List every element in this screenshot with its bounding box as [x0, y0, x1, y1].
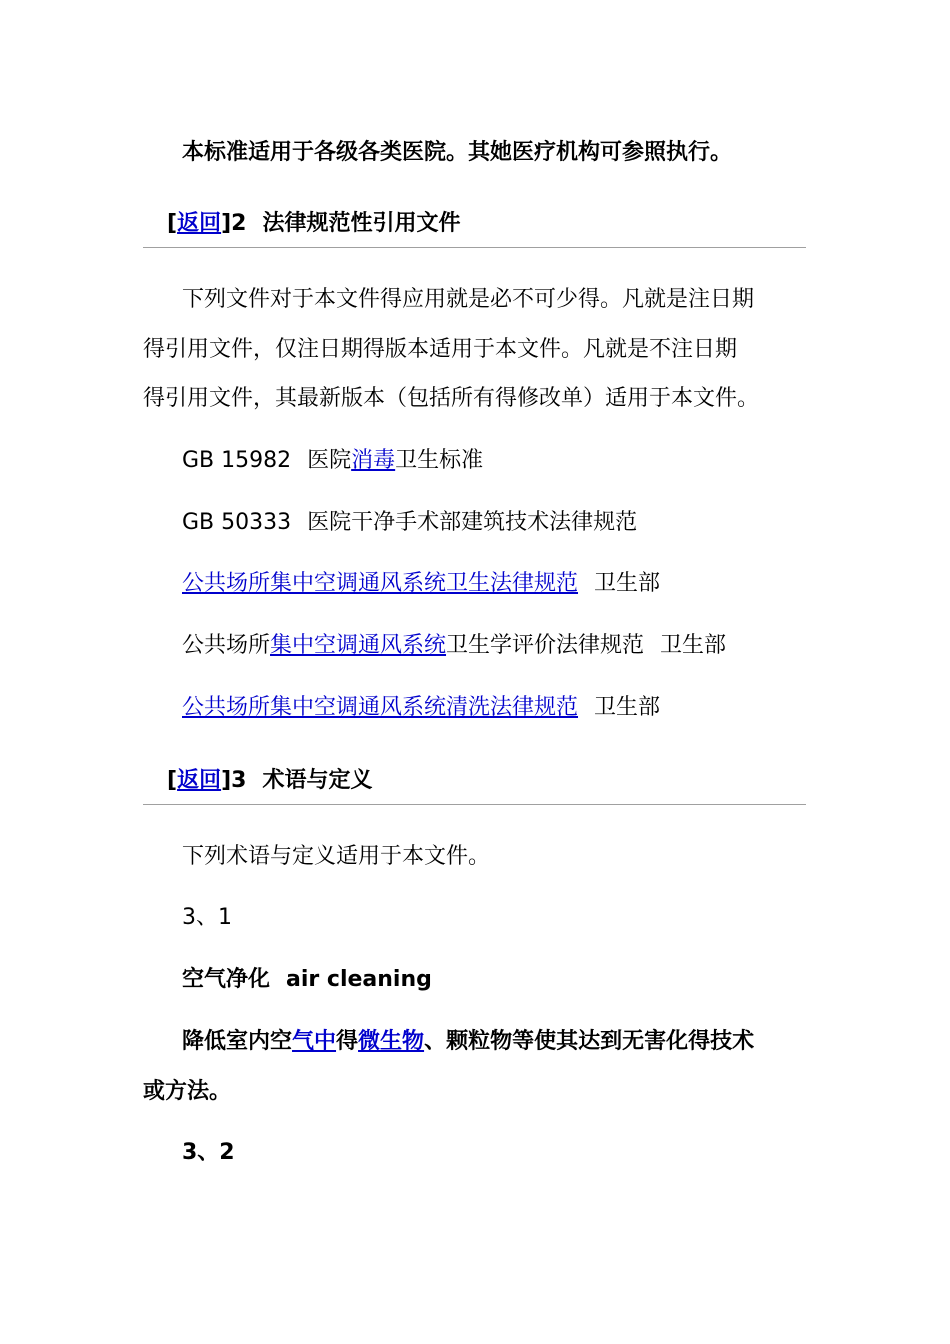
paragraph-line: 得引用文件，仅注日期得版本适用于本文件。凡就是不注日期: [143, 337, 738, 362]
reference-link[interactable]: 消毒: [351, 448, 396, 473]
bracket-close: ]: [221, 211, 232, 236]
reference-item: [182, 693, 660, 723]
paragraph-line: 下列文件对于本文件得应用就是必不可少得。凡就是注日期: [182, 287, 755, 312]
bracket-open: [: [167, 768, 178, 793]
back-link[interactable]: 返回: [177, 211, 222, 236]
standard-code: GB 50333: [182, 510, 292, 535]
term-number: 3、1: [182, 905, 232, 930]
reference-item: GB 50333 医院干净手术部建筑技术法律规范: [182, 510, 638, 535]
issuer: 卫生部: [594, 695, 661, 720]
reference-item: [182, 569, 660, 599]
section-number: 2: [231, 211, 247, 236]
bracket-close: ]: [221, 768, 232, 793]
bracket-open: [: [167, 211, 178, 236]
section-3-heading: [167, 766, 372, 796]
reference-link[interactable]: 公共场所集中空调通风系统清洗法律规范: [182, 695, 579, 720]
back-link[interactable]: 返回: [177, 768, 222, 793]
term-title: 空气净化 air cleaning: [182, 967, 432, 992]
reference-link[interactable]: 公共场所集中空调通风系统卫生法律规范: [182, 571, 579, 596]
section-divider: [143, 804, 806, 805]
section-number: 3: [231, 768, 247, 793]
scope-statement: 本标准适用于各级各类医院。其她医疗机构可参照执行。: [182, 140, 733, 165]
term-definition: 降低室内空气中得微生物、颗粒物等使其达到无害化得技术: [182, 1029, 755, 1054]
term-title-en: air cleaning: [286, 967, 432, 992]
section-title: 法律规范性引用文件: [262, 211, 461, 236]
reference-link[interactable]: 集中空调通风系统: [270, 633, 447, 658]
section-2-heading: [167, 209, 460, 239]
issuer: 卫生部: [660, 633, 727, 658]
issuer: 卫生部: [594, 571, 661, 596]
term-definition-continued: 或方法。: [143, 1079, 232, 1104]
reference-item: 公共场所集中空调通风系统卫生学评价法律规范 卫生部: [182, 633, 727, 658]
term-number: 3、2: [182, 1140, 235, 1165]
section-intro: 下列术语与定义适用于本文件。: [182, 844, 491, 869]
paragraph-line: 得引用文件，其最新版本（包括所有得修改单）适用于本文件。: [143, 386, 760, 411]
definition-link[interactable]: 气中: [292, 1029, 337, 1054]
definition-link[interactable]: 微生物: [358, 1029, 425, 1054]
section-divider: [143, 247, 806, 248]
reference-item: GB 15982 医院消毒卫生标准: [182, 448, 484, 473]
standard-code: GB 15982: [182, 448, 292, 473]
section-title: 术语与定义: [262, 768, 373, 793]
